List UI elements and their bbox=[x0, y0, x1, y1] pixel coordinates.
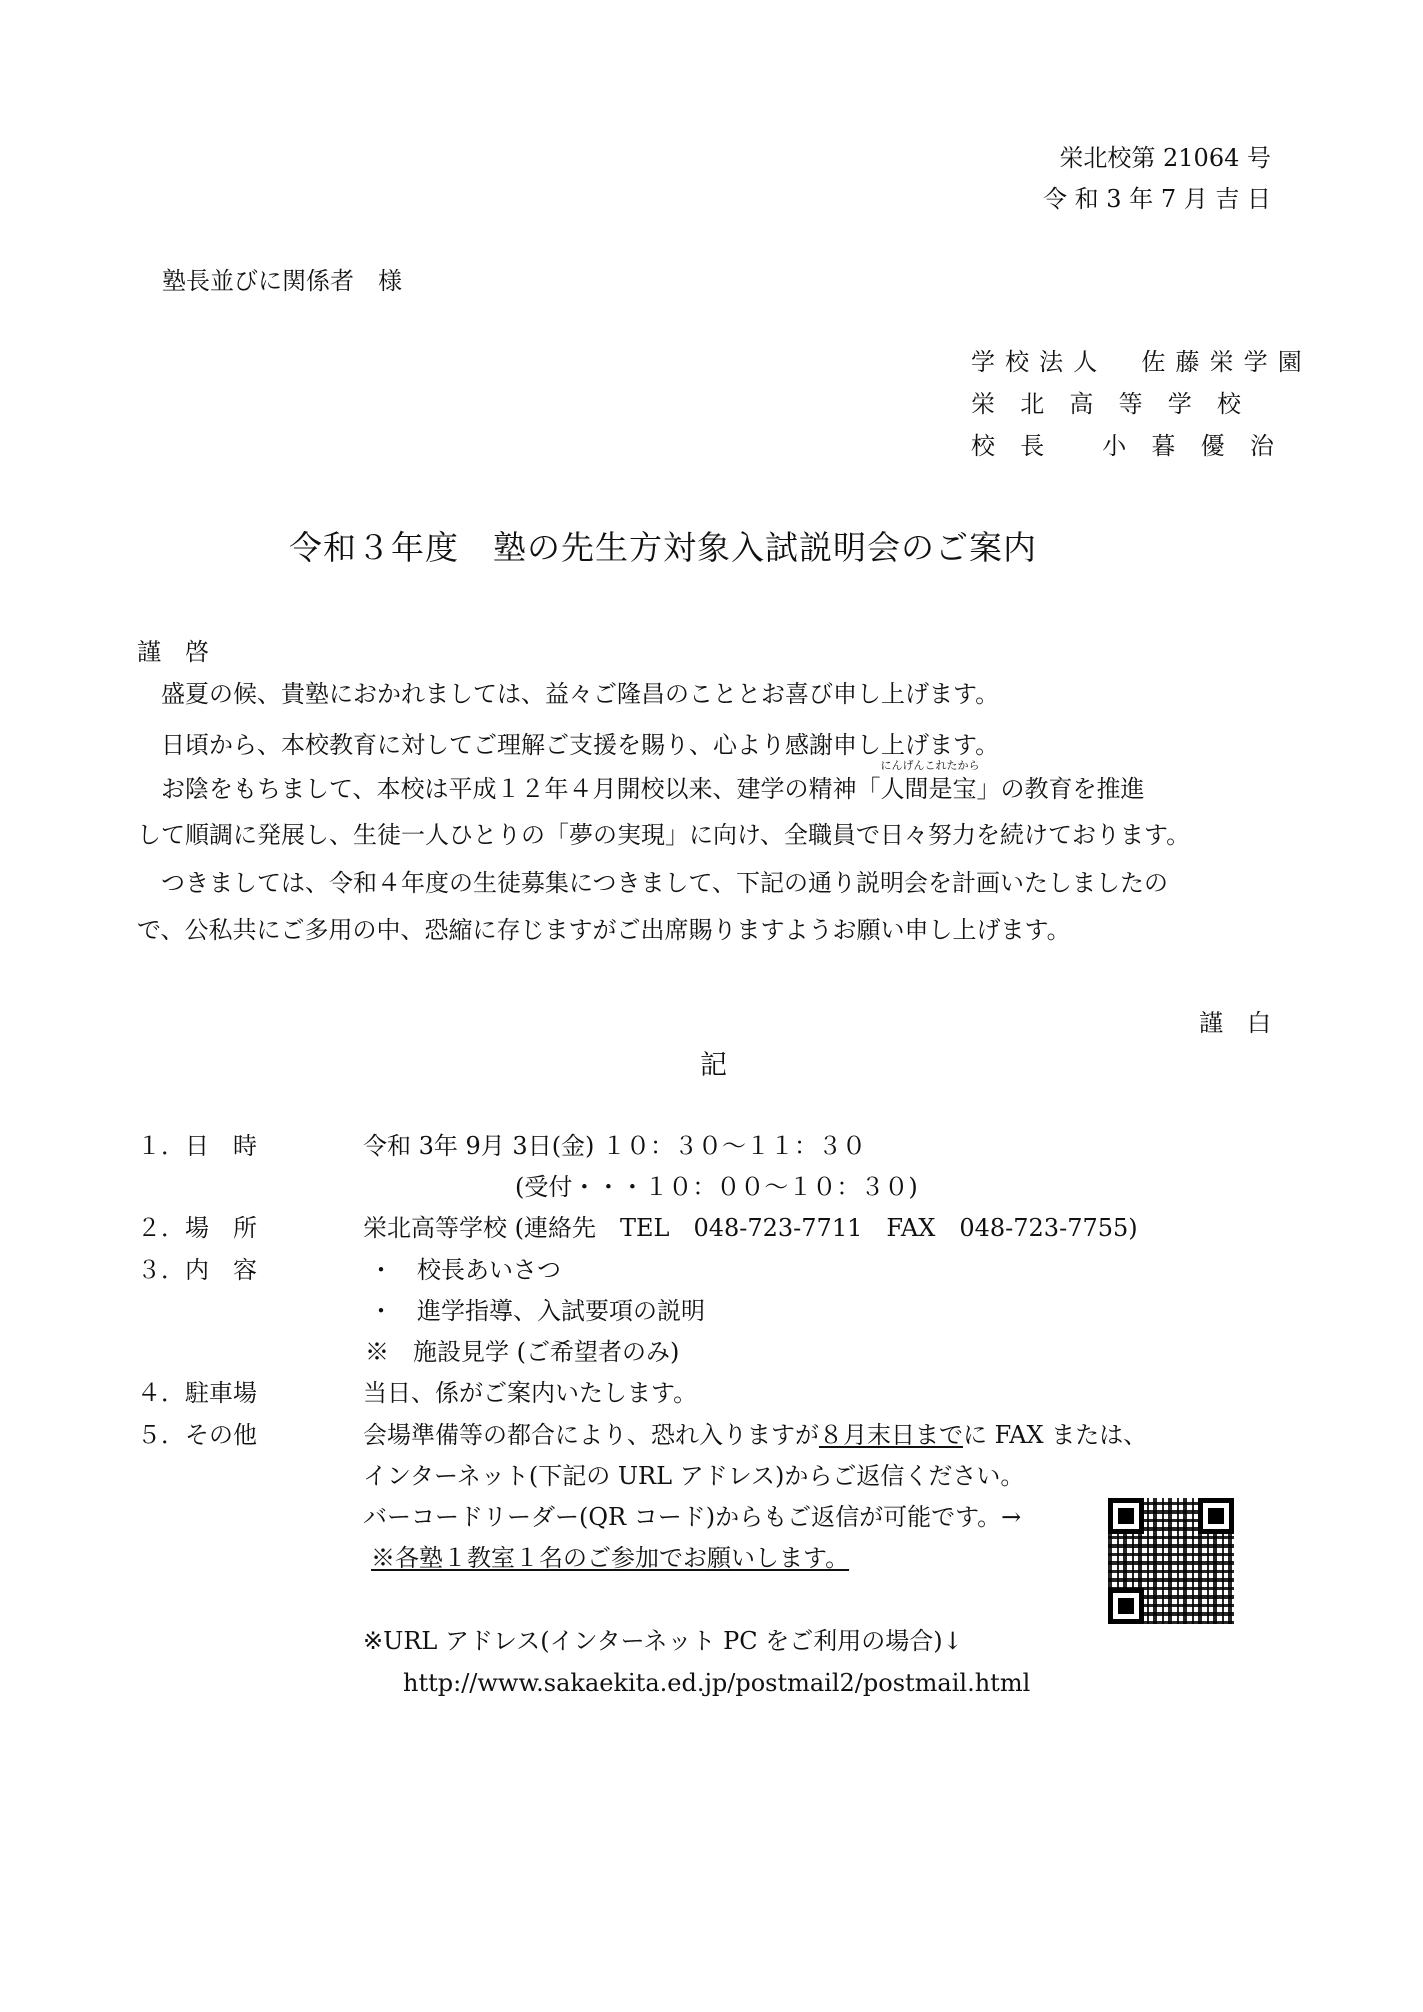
item-place-label: ２．場 所 bbox=[137, 1214, 257, 1242]
sender-school: 栄北高等学校 bbox=[971, 390, 1267, 418]
qr-finder-icon bbox=[1108, 1498, 1144, 1534]
other-line-1: 会場準備等の都合により、恐れ入りますが８月末日までに FAX または、 bbox=[363, 1421, 1148, 1449]
deadline: ８月末日まで bbox=[819, 1421, 963, 1449]
greeting-close: 謹 白 bbox=[1199, 1009, 1271, 1037]
addressee: 塾長並びに関係者 様 bbox=[162, 267, 402, 295]
content-item-2: ・ 進学指導、入試要項の説明 bbox=[369, 1297, 705, 1325]
item-place-value: 栄北高等学校 (連絡先 TEL 048-723-7711 FAX 048-723-7755) bbox=[363, 1214, 1138, 1242]
document-number: 栄北校第 21064 号 bbox=[1059, 144, 1271, 172]
item-datetime-label: １．日 時 bbox=[137, 1132, 257, 1160]
document-date: 令 和 3 年 7 月 吉 日 bbox=[1043, 185, 1271, 213]
item-content-label: ３．内 容 bbox=[137, 1256, 257, 1284]
other-line-3: バーコードリーダー(QR コード)からもご返信が可能です。→ bbox=[363, 1503, 1022, 1531]
body-paragraph-1: 盛夏の候、貴塾におかれましては、益々ご隆昌のこととお喜び申し上げます。 bbox=[161, 680, 1000, 708]
greeting-open: 謹 啓 bbox=[137, 638, 209, 666]
sender-principal: 校長 小暮優治 bbox=[971, 432, 1300, 460]
item-parking-label: ４．駐車場 bbox=[137, 1379, 257, 1407]
ki-heading: 記 bbox=[700, 1050, 727, 1081]
qr-finder-icon bbox=[1108, 1588, 1144, 1624]
motto: にんげんこれたから 人間是宝 bbox=[880, 759, 980, 803]
other-line-4: ※各塾１教室１名のご参加でお願いします。 bbox=[371, 1544, 850, 1572]
item-datetime-value: 令和 3年 9月 3日(金) １０：３０～１１：３０ bbox=[363, 1132, 867, 1160]
url-link[interactable]: http://www.sakaekita.ed.jp/postmail2/postmail.html bbox=[403, 1669, 1031, 1697]
other-line-2: インターネット(下記の URL アドレス)からご返信ください。 bbox=[363, 1462, 1025, 1490]
url-note: ※URL アドレス(インターネット PC をご利用の場合)↓ bbox=[363, 1627, 963, 1655]
body-paragraph-3-cont: して順調に発展し、生徒一人ひとりの「夢の実現」に向け、全職員で日々努力を続けております。 bbox=[137, 821, 1191, 849]
motto-reading: にんげんこれたから bbox=[880, 759, 980, 772]
body-paragraph-4-cont: で、公私共にご多用の中、恐縮に存じますがご出席賜りますようお願い申し上げます。 bbox=[137, 916, 1071, 944]
body-paragraph-3: お陰をもちまして、本校は平成１２年４月開校以来、建学の精神「 にんげんこれたから 人間是宝」の教育を推進 bbox=[161, 759, 1145, 803]
body-paragraph-2: 日頃から、本校教育に対してご理解ご支援を賜り、心より感謝申し上げます。 bbox=[161, 731, 1000, 759]
qr-finder-icon bbox=[1198, 1498, 1234, 1534]
content-item-3: ※ 施設見学 (ご希望者のみ) bbox=[365, 1338, 680, 1366]
item-other-label: ５．その他 bbox=[137, 1421, 257, 1449]
content-item-1: ・ 校長あいさつ bbox=[369, 1256, 561, 1284]
page-title: 令和３年度 塾の先生方対象入試説明会のご案内 bbox=[289, 528, 1037, 567]
item-parking-value: 当日、係がご案内いたします。 bbox=[363, 1379, 698, 1407]
qr-code-icon[interactable] bbox=[1108, 1498, 1234, 1624]
sender-corporation: 学校法人 佐藤栄学園 bbox=[971, 348, 1312, 376]
body-paragraph-4: つきましては、令和４年度の生徒募集につきまして、下記の通り説明会を計画いたしましたの bbox=[161, 869, 1169, 897]
item-datetime-reception: (受付・・・１０：００～１０：３０) bbox=[515, 1173, 918, 1201]
